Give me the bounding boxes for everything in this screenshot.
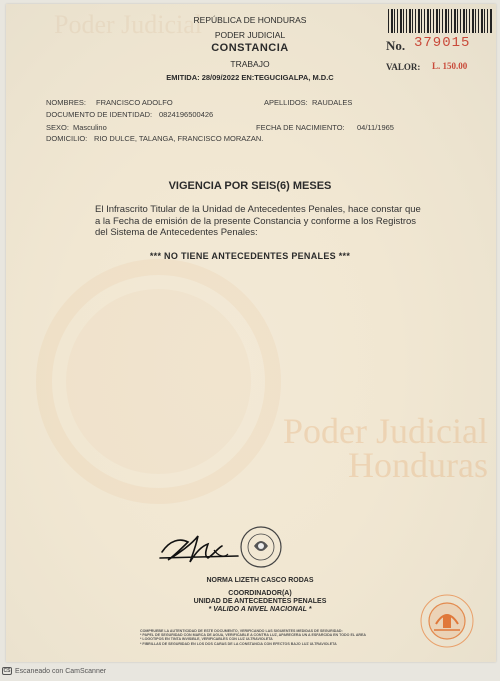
sex-label: SEXO: xyxy=(46,123,69,132)
watermark-line1: Poder Judicial xyxy=(283,411,488,451)
security-fine-print xyxy=(140,629,440,646)
dob-label: FECHA DE NACIMIENTO: xyxy=(256,123,345,132)
id-label: DOCUMENTO DE IDENTIDAD: xyxy=(46,110,153,119)
document-purpose: TRABAJO xyxy=(230,59,270,69)
document-type: CONSTANCIA xyxy=(211,42,289,54)
validity-title: VIGENCIA POR SEIS(6) MESES xyxy=(168,180,332,192)
names-value: FRANCISCO ADOLFO xyxy=(96,98,173,107)
fee-value: L. 150.00 xyxy=(432,61,468,71)
issued-line: EMITIDA: 28/09/2022 EN:TEGUCIGALPA, M.D.C xyxy=(166,73,334,82)
fine-print-line: * LOGOTIPOS EN TINTA INVISIBLE, VERIFICABLES CON LUZ ULTRAVIOLETA xyxy=(140,637,273,642)
watermark-emblem-inner xyxy=(66,289,251,474)
fee-label: VALOR: xyxy=(386,62,421,72)
watermark-top: Poder Judicial xyxy=(54,10,203,39)
surnames-label: APELLIDOS: xyxy=(264,98,308,107)
address-value: RIO DULCE, TALANGA, FRANCISCO MORAZAN. xyxy=(94,134,264,143)
republic-heading: REPÚBLICA DE HONDURAS xyxy=(193,15,307,25)
fine-print-line: * FIBRILLAS DE SEGURIDAD EN LOS DOS CARAS DE LA CONSTANCIA CON EFECTOS BAJO LUZ ULTRAVIOLETA xyxy=(140,641,337,646)
serial-label: No. xyxy=(386,38,406,53)
surnames-value: RAUDALES xyxy=(312,98,353,107)
validity-scope: * VALIDO A NIVEL NACIONAL * xyxy=(208,606,312,613)
certification-text: El Infrascrito Titular de la Unidad de Antecedentes Penales, hace constar que a la Fecha de emisión de la presente Constancia y conforme a los Registros del Sistema de Antecedentes Penales: xyxy=(95,204,421,239)
serial-number: 379015 xyxy=(414,35,471,51)
verdict-line: *** NO TIENE ANTECEDENTES PENALES *** xyxy=(149,251,351,261)
watermark-text xyxy=(248,411,488,485)
sex-value: Masculino xyxy=(73,123,107,132)
branch-heading: PODER JUDICIAL xyxy=(214,30,286,40)
judicial-emblem xyxy=(416,590,478,652)
signatory-unit: UNIDAD DE ANTECEDENTES PENALES xyxy=(193,598,327,605)
handwritten-signature xyxy=(158,526,248,566)
barcode xyxy=(388,9,492,33)
fine-print-line: COMPRUEBE LA AUTENTICIDAD DE ESTE DOCUMENTO, VERIFICANDO LAS SIGUIENTES MEDIDAS DE SEGURIDAD: xyxy=(140,629,343,633)
signatory-role: COORDINADOR(A) xyxy=(228,590,292,597)
fine-print-line: * PAPEL DE SEGURIDAD CON MARCA DE AGUA, VERIFICABLE A CONTRA LUZ, APARECERA UN A ESFARCIDA EN TODO EL AREA xyxy=(140,633,367,638)
watermark-line2: Honduras xyxy=(348,445,488,485)
scanner-footer xyxy=(2,667,106,675)
official-seal xyxy=(237,524,285,570)
dob-value: 04/11/1965 xyxy=(357,123,394,132)
camscanner-icon: CS xyxy=(3,668,11,674)
names-label: NOMBRES: xyxy=(46,98,87,107)
address-label: DOMICILIO: xyxy=(46,134,88,143)
signatory-name: NORMA LIZETH CASCO RODAS xyxy=(206,577,314,584)
id-value: 0824196500426 xyxy=(159,110,214,119)
scanner-footer-text: Escaneado con CamScanner xyxy=(15,667,107,675)
